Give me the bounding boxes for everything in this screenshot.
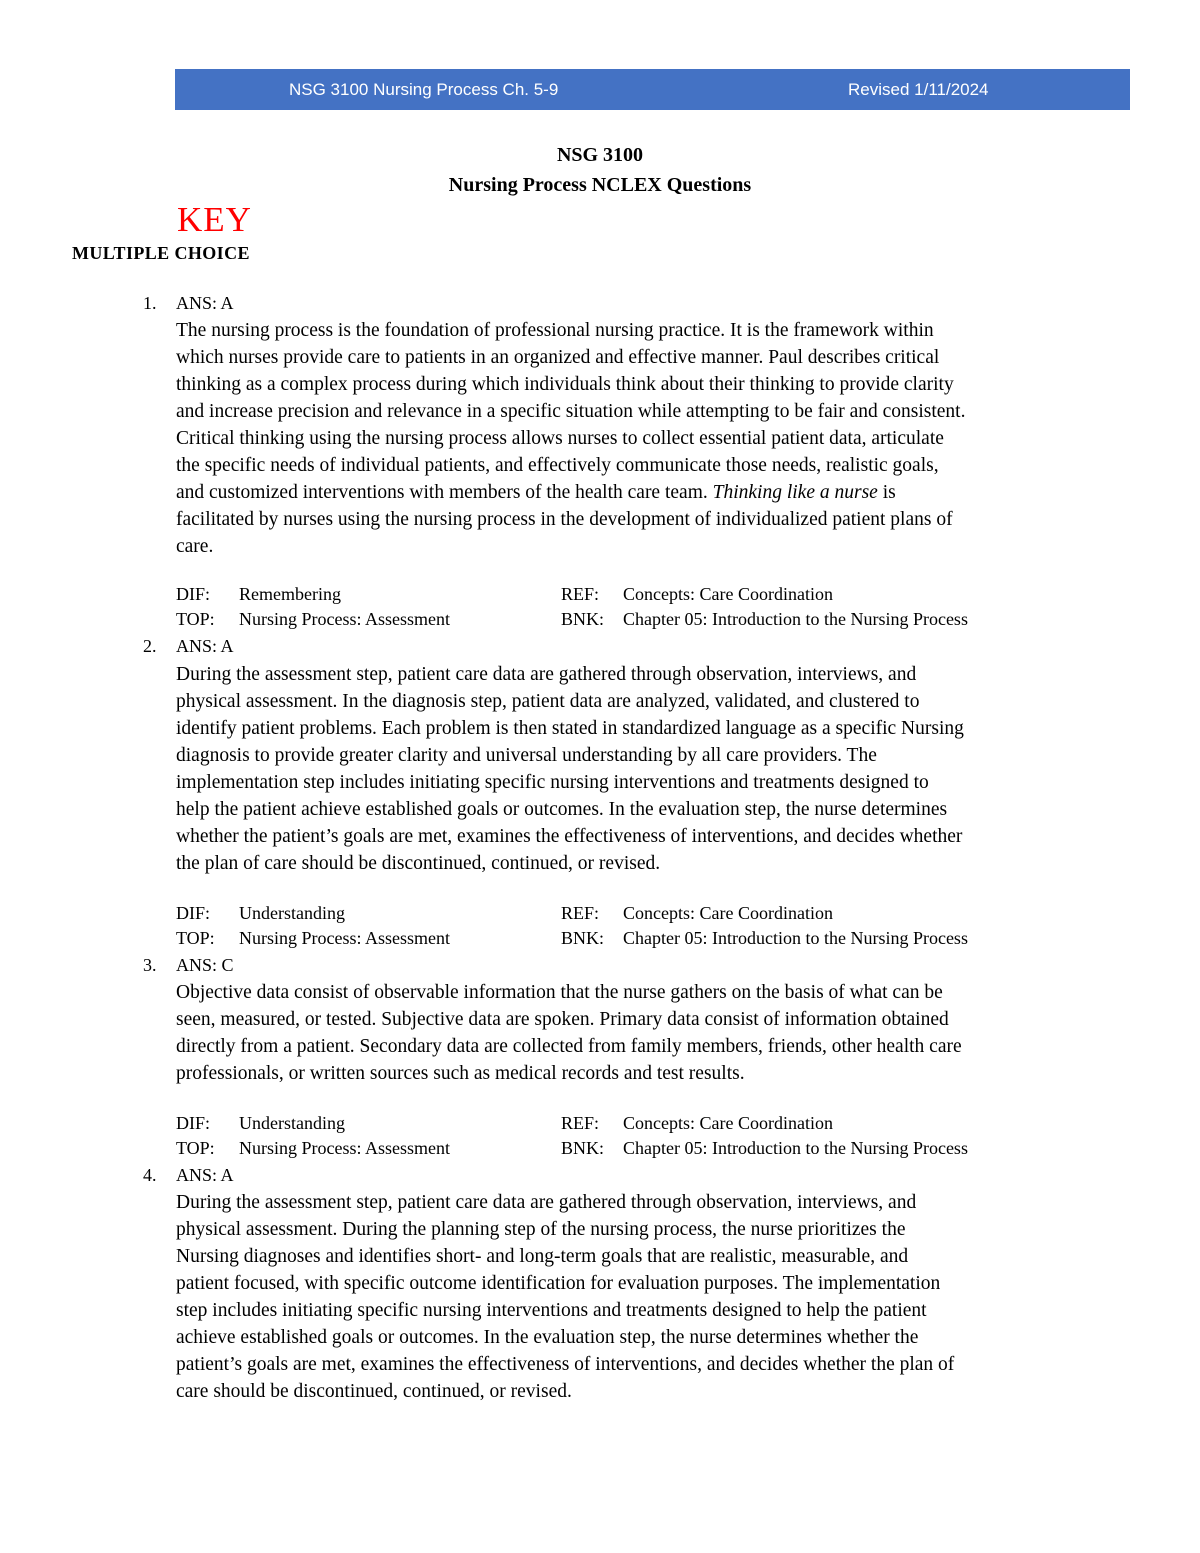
rationale-line: seen, measured, or tested. Subjective data are spoken. Primary data consist of information obtained: [176, 1009, 949, 1030]
rationale-line: patient’s goals are met, examines the effectiveness of interventions, and decides whether the plan of: [176, 1354, 955, 1375]
bnk-label: BNK:: [561, 609, 605, 629]
question-3-metadata: [176, 1113, 1076, 1165]
top-value: Nursing Process: Assessment: [239, 609, 450, 629]
ref-label: REF:: [561, 903, 600, 923]
rationale-line: identify patient problems. Each problem is then stated in standardized language as a specific Nursing: [176, 718, 964, 739]
rationale-line: facilitated by nurses using the nursing process in the development of individualized patient plans of: [176, 509, 953, 530]
ref-label: REF:: [561, 584, 600, 604]
question-4-rationale: [176, 1189, 1136, 1405]
question-number: 1.: [143, 293, 157, 313]
rationale-line: care should be discontinued, continued, or revised.: [176, 1381, 572, 1402]
rationale-line: thinking as a complex process during which individuals think about their thinking to provide clarity: [176, 374, 954, 395]
bnk-label: BNK:: [561, 1138, 605, 1158]
rationale-line: and increase precision and relevance in a specific situation while attempting to be fair and consistent.: [176, 401, 966, 422]
dif-label: DIF:: [176, 903, 211, 923]
answer-label: ANS: A: [176, 1165, 234, 1185]
rationale-line: the plan of care should be discontinued, continued, or revised.: [176, 853, 661, 874]
question-2-rationale: [176, 661, 1136, 877]
document-subtitle: Nursing Process NCLEX Questions: [448, 174, 752, 196]
section-heading: MULTIPLE CHOICE: [72, 243, 250, 263]
rationale-line: patient focused, with specific outcome identification for evaluation purposes. The implementation: [176, 1273, 941, 1294]
rationale-line: physical assessment. During the planning step of the nursing process, the nurse prioritizes the: [176, 1219, 906, 1240]
rationale-line: achieve established goals or outcomes. In the evaluation step, the nurse determines whether the: [176, 1327, 919, 1348]
top-label: TOP:: [176, 1138, 215, 1158]
dif-value: Understanding: [239, 903, 345, 923]
header-course-title: NSG 3100 Nursing Process Ch. 5-9: [289, 80, 559, 99]
rationale-line: [176, 479, 1136, 506]
rationale-line: which nurses provide care to patients in an organized and effective manner. Paul describes critical: [176, 347, 940, 368]
rationale-line: professionals, or written sources such as medical records and test results.: [176, 1063, 745, 1084]
bnk-label: BNK:: [561, 928, 605, 948]
rationale-line: step includes initiating specific nursing interventions and treatments designed to help the patient: [176, 1300, 927, 1321]
question-number: 4.: [143, 1165, 157, 1185]
bnk-value: Chapter 05: Introduction to the Nursing Process: [623, 609, 968, 629]
dif-label: DIF:: [176, 1113, 211, 1133]
question-1-rationale: [176, 317, 1136, 560]
rationale-line: help the patient achieve established goals or outcomes. In the evaluation step, the nurse determines: [176, 799, 948, 820]
rationale-line: During the assessment step, patient care data are gathered through observation, interviews, and: [176, 664, 917, 685]
top-value: Nursing Process: Assessment: [239, 1138, 450, 1158]
dif-label: DIF:: [176, 584, 211, 604]
rationale-line: The nursing process is the foundation of professional nursing practice. It is the framework within: [176, 320, 934, 341]
rationale-line: care.: [176, 536, 214, 557]
document-header-bar: [175, 69, 1130, 110]
rationale-line: directly from a patient. Secondary data are collected from family members, friends, other health care: [176, 1036, 962, 1057]
question-number: 2.: [143, 636, 157, 656]
question-3-rationale: [176, 979, 1136, 1087]
rationale-text: and customized interventions with members of the health care team.: [176, 482, 713, 503]
rationale-line: implementation step includes initiating specific nursing interventions and treatments designed to: [176, 772, 929, 793]
rationale-text: is: [877, 482, 896, 503]
rationale-line: Objective data consist of observable information that the nurse gathers on the basis of what can be: [176, 982, 943, 1003]
rationale-line: physical assessment. In the diagnosis step, patient data are analyzed, validated, and clustered to: [176, 691, 920, 712]
ref-value: Concepts: Care Coordination: [623, 1113, 833, 1133]
question-1-metadata: [176, 584, 1076, 636]
rationale-line: Critical thinking using the nursing process allows nurses to collect essential patient data, articulate: [176, 428, 944, 449]
question-number: 3.: [143, 955, 157, 975]
rationale-line: the specific needs of individual patients, and effectively communicate those needs, realistic goals,: [176, 455, 939, 476]
ref-value: Concepts: Care Coordination: [623, 903, 833, 923]
rationale-line: During the assessment step, patient care data are gathered through observation, interviews, and: [176, 1192, 917, 1213]
ref-label: REF:: [561, 1113, 600, 1133]
rationale-line: diagnosis to provide greater clarity and universal understanding by all care providers. The: [176, 745, 877, 766]
key-label: KEY: [177, 200, 252, 239]
dif-value: Understanding: [239, 1113, 345, 1133]
top-label: TOP:: [176, 928, 215, 948]
question-2-metadata: [176, 903, 1076, 955]
answer-label: ANS: A: [176, 636, 234, 656]
header-revision-date: Revised 1/11/2024: [848, 80, 989, 99]
dif-value: Remembering: [239, 584, 341, 604]
rationale-line: Nursing diagnoses and identifies short- and long-term goals that are realistic, measurable, and: [176, 1246, 909, 1267]
top-label: TOP:: [176, 609, 215, 629]
answer-label: ANS: A: [176, 293, 234, 313]
ref-value: Concepts: Care Coordination: [623, 584, 833, 604]
bnk-value: Chapter 05: Introduction to the Nursing Process: [623, 1138, 968, 1158]
bnk-value: Chapter 05: Introduction to the Nursing Process: [623, 928, 968, 948]
answer-label: ANS: C: [176, 955, 234, 975]
rationale-line: whether the patient’s goals are met, examines the effectiveness of interventions, and decides whether: [176, 826, 963, 847]
rationale-emphasis: Thinking like a nurse: [712, 482, 878, 503]
document-title: NSG 3100: [556, 144, 644, 166]
top-value: Nursing Process: Assessment: [239, 928, 450, 948]
